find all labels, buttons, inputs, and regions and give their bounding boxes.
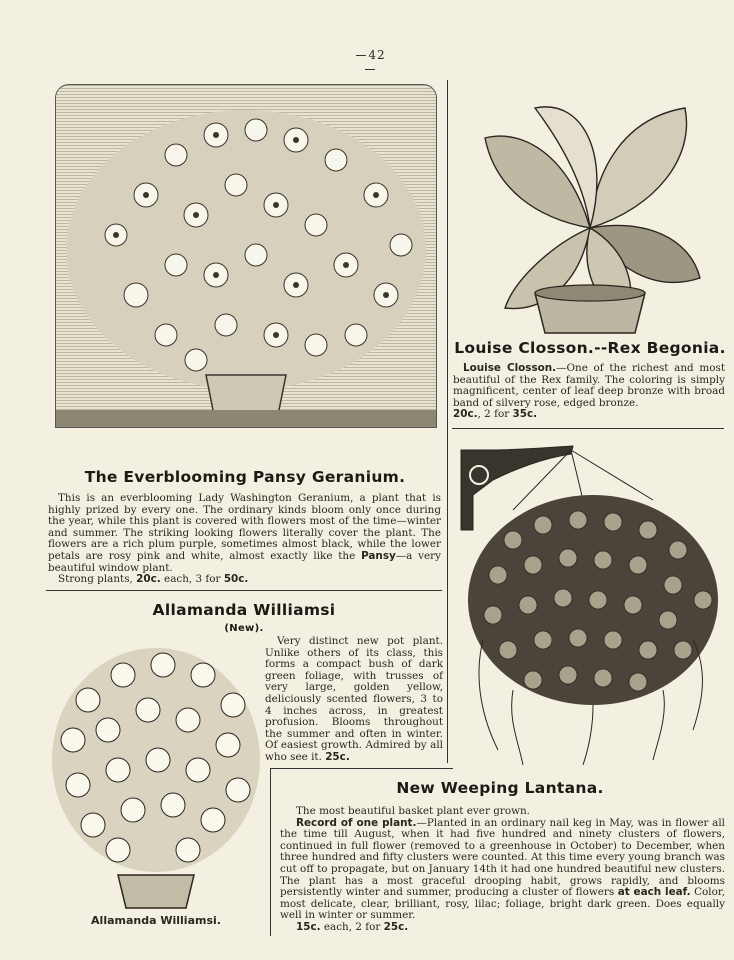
weeping-lantana-title: New Weeping Lantana.	[396, 779, 604, 797]
lantana-color-text: Color, most delicate, clear, brilliant, rosy, lilac; foliage, bright dark green. Does equally well in winter or summer.	[280, 886, 726, 922]
pansy-description-end: —a very beautiful window plant.	[48, 549, 442, 574]
lantana-price-single: 15c.	[296, 920, 321, 933]
lantana-left-divider	[270, 768, 271, 936]
allamanda-caption: Allamanda Williamsi.	[91, 914, 221, 927]
lantana-price-mid: each, 2 for	[323, 920, 381, 933]
weeping-lantana-description	[280, 806, 725, 934]
pansy-price-single: 20c.	[136, 573, 161, 586]
lantana-price-multi: 25c.	[383, 920, 409, 933]
lantana-record-text: —Planted in an ordinary nail keg in May, was in flower all the time till August, when it had five hundred and ninety clusters of flowers, continued in full flower (removed to a greenhouse in October) to December, when three hundred and fifty clusters were counted. At this time every young branch was cut off to propagate, but on January 14th it had one hundred beautiful new clusters. The plant has a most graceful drooping habit, grows rapidly, and blooms persistently winter and summer, producing a cluster of flowers	[280, 816, 726, 899]
allamanda-description	[265, 636, 443, 764]
allamanda-price: 25c.	[325, 750, 350, 763]
pansy-geranium-title: The Everblooming Pansy Geranium.	[84, 468, 406, 486]
pansy-highlight: Pansy	[361, 549, 396, 562]
lantana-record-label: Record of one plant.	[296, 816, 417, 829]
pansy-price-mid: each, 3 for	[164, 573, 221, 586]
rex-begonia-description	[453, 363, 725, 421]
pansy-price-multi: 50c.	[223, 573, 249, 586]
lantana-intro: The most beautiful basket plant ever grown.	[296, 805, 530, 817]
lantana-leaf-label: at each leaf.	[617, 886, 691, 899]
begonia-description-text: —One of the richest and most beautiful of the Rex family. The coloring is simply magnificent, center of leaf deep bronze with broad band of silvery rose, edged bronze.	[453, 362, 725, 409]
pansy-geranium-illustration	[55, 84, 437, 428]
rex-begonia-title: Louise Closson.--Rex Begonia.	[454, 339, 726, 357]
allamanda-description-text: Very distinct new pot plant. Unlike others of its class, this forms a compact bush of dark green foliage, with trusses of very large, golden yellow, deliciously scented flowers, 3 to 4 inches across, in greatest profusion. Blooms throughout the summer and often in winter. Of easiest growth. Admired by all who see it.	[265, 635, 443, 763]
pansy-description-text: This is an everblooming Lady Washington Geranium, a plant that is highly prized by every one. The ordinary kinds bloom only once during the year, while this plant is covered with flowers most of the time—winter and summer. The striking looking flowers literally cover the plant. The flowers are a rich plum purple, sometimes almost black, while the lower petals are rosy pink and white, almost exactly like the	[48, 492, 441, 562]
pansy-geranium-description	[48, 493, 441, 586]
allamanda-subtitle: (New).	[224, 623, 264, 634]
page-number: 42	[350, 48, 390, 76]
begonia-price-multi: 35c.	[512, 408, 538, 421]
column-divider	[447, 80, 448, 763]
weeping-lantana-illustration	[453, 440, 725, 770]
begonia-price-single: 20c.	[453, 408, 478, 421]
lantana-top-divider	[270, 768, 453, 769]
begonia-name-lead: Louise Closson.	[463, 362, 557, 374]
allamanda-illustration	[48, 640, 264, 912]
geranium-divider	[46, 590, 442, 591]
allamanda-title: Allamanda Williamsi	[152, 601, 336, 619]
begonia-divider	[452, 428, 724, 429]
pansy-price-prefix: Strong plants,	[58, 573, 133, 586]
begonia-price-mid: , 2 for	[477, 408, 510, 421]
rex-begonia-illustration	[475, 78, 705, 334]
